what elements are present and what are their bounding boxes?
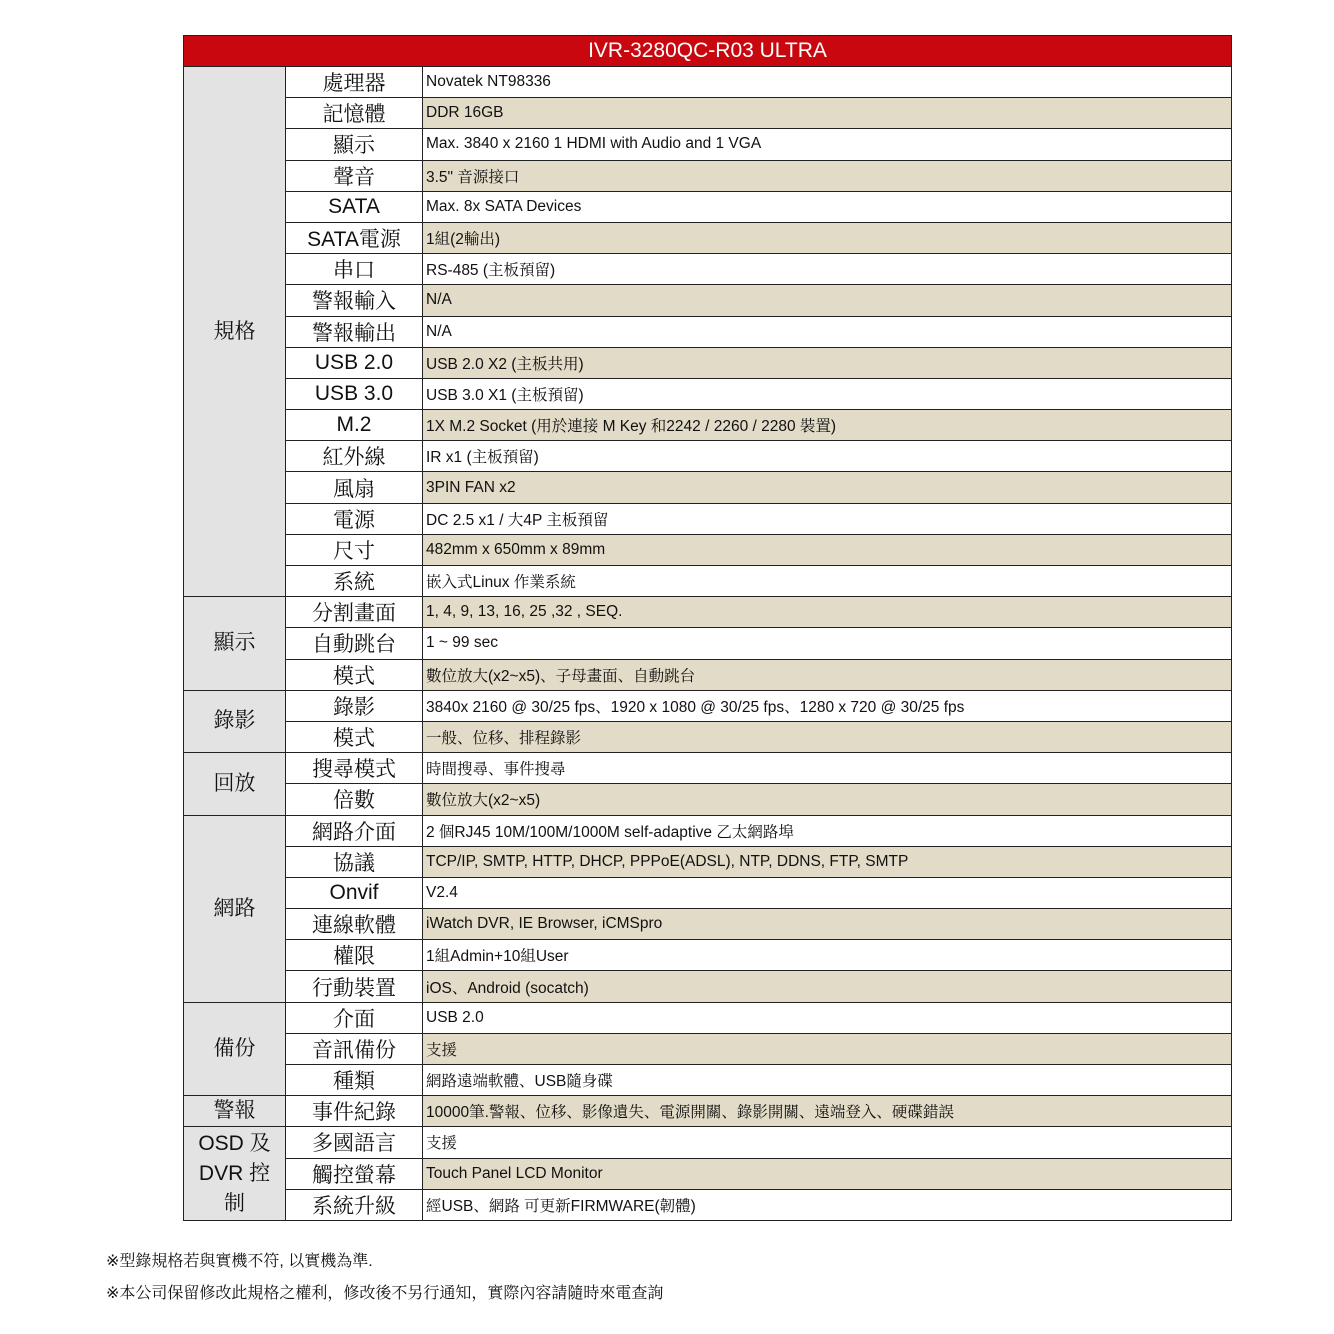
table-row [184, 222, 1232, 253]
value-cell: RS-485 (主板預留) [423, 254, 1232, 285]
value-cell: N/A [423, 316, 1232, 347]
feature-cell: 顯示 [286, 129, 423, 160]
table-row [184, 566, 1232, 597]
value-cell: TCP/IP, SMTP, HTTP, DHCP, PPPoE(ADSL), NTP, DDNS, FTP, SMTP [423, 846, 1232, 877]
table-row [184, 347, 1232, 378]
feature-cell: M.2 [286, 410, 423, 441]
feature-cell: 事件紀錄 [286, 1096, 423, 1127]
value-cell: 數位放大(x2~x5)、子母畫面、自動跳台 [423, 659, 1232, 690]
feature-cell: 模式 [286, 721, 423, 752]
feature-cell: 處理器 [286, 67, 423, 98]
value-cell: 1組Admin+10組User [423, 940, 1232, 971]
feature-cell: 搜尋模式 [286, 753, 423, 784]
value-cell: 1組(2輸出) [423, 222, 1232, 253]
table-row [184, 971, 1232, 1002]
feature-cell: 模式 [286, 659, 423, 690]
value-cell: 網路遠端軟體、USB隨身碟 [423, 1065, 1232, 1096]
value-cell: DC 2.5 x1 / 大4P 主板預留 [423, 503, 1232, 534]
table-row [184, 1096, 1232, 1127]
feature-cell: 協議 [286, 846, 423, 877]
feature-cell: 警報輸入 [286, 285, 423, 316]
table-row [184, 690, 1232, 721]
value-cell: IR x1 (主板預留) [423, 441, 1232, 472]
feature-cell: 串口 [286, 254, 423, 285]
table-row [184, 597, 1232, 628]
value-cell: 支援 [423, 1127, 1232, 1158]
table-row [184, 285, 1232, 316]
table-row [184, 441, 1232, 472]
value-cell: 一般、位移、排程錄影 [423, 721, 1232, 752]
feature-cell: USB 3.0 [286, 378, 423, 409]
feature-cell: SATA [286, 191, 423, 222]
feature-cell: 音訊備份 [286, 1033, 423, 1064]
table-row [184, 1189, 1232, 1220]
feature-cell: 系統 [286, 566, 423, 597]
category-cell: OSD 及 DVR 控 制 [184, 1127, 286, 1221]
value-cell: Touch Panel LCD Monitor [423, 1158, 1232, 1189]
value-cell: iWatch DVR, IE Browser, iCMSpro [423, 909, 1232, 940]
table-row [184, 1002, 1232, 1033]
feature-cell: 系統升級 [286, 1189, 423, 1220]
value-cell: 1X M.2 Socket (用於連接 M Key 和2242 / 2260 / 2280 裝置) [423, 410, 1232, 441]
feature-cell: 觸控螢幕 [286, 1158, 423, 1189]
value-cell: 時間搜尋、事件搜尋 [423, 753, 1232, 784]
feature-cell: 尺寸 [286, 534, 423, 565]
value-cell: N/A [423, 285, 1232, 316]
value-cell: 嵌入式Linux 作業系統 [423, 566, 1232, 597]
value-cell: DDR 16GB [423, 98, 1232, 129]
feature-cell: USB 2.0 [286, 347, 423, 378]
feature-cell: 電源 [286, 503, 423, 534]
value-cell: 2 個RJ45 10M/100M/1000M self-adaptive 乙太網路埠 [423, 815, 1232, 846]
table-row [184, 846, 1232, 877]
table-row [184, 721, 1232, 752]
category-cell: 顯示 [184, 597, 286, 691]
table-row [184, 1127, 1232, 1158]
feature-cell: 聲音 [286, 160, 423, 191]
table-row [184, 160, 1232, 191]
table-row [184, 254, 1232, 285]
value-cell: iOS、Android (socatch) [423, 971, 1232, 1002]
value-cell: 1 ~ 99 sec [423, 628, 1232, 659]
table-row [184, 378, 1232, 409]
value-cell: 3.5" 音源接口 [423, 160, 1232, 191]
table-row [184, 784, 1232, 815]
table-row [184, 753, 1232, 784]
table-row [184, 1065, 1232, 1096]
feature-cell: 記憶體 [286, 98, 423, 129]
value-cell: Max. 8x SATA Devices [423, 191, 1232, 222]
title-row [184, 36, 1232, 67]
value-cell: Novatek NT98336 [423, 67, 1232, 98]
feature-cell: 分割畫面 [286, 597, 423, 628]
feature-cell: 紅外線 [286, 441, 423, 472]
value-cell: USB 2.0 X2 (主板共用) [423, 347, 1232, 378]
feature-cell: 行動裝置 [286, 971, 423, 1002]
table-row [184, 191, 1232, 222]
value-cell: 10000筆.警報、位移、影像遺失、電源開關、錄影開關、遠端登入、硬碟錯誤 [423, 1096, 1232, 1127]
table-row [184, 67, 1232, 98]
category-cell: 備份 [184, 1002, 286, 1096]
feature-cell: 權限 [286, 940, 423, 971]
value-cell: USB 3.0 X1 (主板預留) [423, 378, 1232, 409]
table-row [184, 98, 1232, 129]
value-cell: Max. 3840 x 2160 1 HDMI with Audio and 1 VGA [423, 129, 1232, 160]
value-cell: 3840x 2160 @ 30/25 fps、1920 x 1080 @ 30/25 fps、1280 x 720 @ 30/25 fps [423, 690, 1232, 721]
value-cell: USB 2.0 [423, 1002, 1232, 1033]
value-cell: 482mm x 650mm x 89mm [423, 534, 1232, 565]
copyright-note: ※本公司保留修改此規格之權利，修改後不另行通知，實際內容請隨時來電查詢 [106, 1285, 664, 1302]
table-row [184, 628, 1232, 659]
feature-cell: 網路介面 [286, 815, 423, 846]
category-cell: 規格 [184, 67, 286, 597]
category-cell: 回放 [184, 753, 286, 815]
value-cell: 數位放大(x2~x5) [423, 784, 1232, 815]
table-row [184, 534, 1232, 565]
disclaimer-note: ※型錄規格若與實機不符, 以實機為準. [106, 1253, 373, 1270]
feature-cell: 自動跳台 [286, 628, 423, 659]
spec-table [183, 35, 1232, 1221]
feature-cell: 警報輸出 [286, 316, 423, 347]
feature-cell: 多國語言 [286, 1127, 423, 1158]
spec-body [184, 67, 1232, 1221]
category-cell: 網路 [184, 815, 286, 1002]
feature-cell: SATA電源 [286, 222, 423, 253]
value-cell: 1, 4, 9, 13, 16, 25 ,32 , SEQ. [423, 597, 1232, 628]
table-row [184, 129, 1232, 160]
table-row [184, 316, 1232, 347]
value-cell: V2.4 [423, 877, 1232, 908]
value-cell: 3PIN FAN x2 [423, 472, 1232, 503]
category-cell: 錄影 [184, 690, 286, 752]
value-cell: 經USB、網路 可更新FIRMWARE(韌體) [423, 1189, 1232, 1220]
table-row [184, 1033, 1232, 1064]
table-row [184, 877, 1232, 908]
table-row [184, 410, 1232, 441]
feature-cell: 連線軟體 [286, 909, 423, 940]
feature-cell: 介面 [286, 1002, 423, 1033]
value-cell: 支援 [423, 1033, 1232, 1064]
feature-cell: 風扇 [286, 472, 423, 503]
category-cell: 警報 [184, 1096, 286, 1127]
table-title: IVR-3280QC-R03 ULTRA [184, 36, 1232, 67]
table-row [184, 503, 1232, 534]
table-row [184, 472, 1232, 503]
table-row [184, 909, 1232, 940]
feature-cell: 錄影 [286, 690, 423, 721]
table-row [184, 815, 1232, 846]
table-row [184, 1158, 1232, 1189]
feature-cell: Onvif [286, 877, 423, 908]
feature-cell: 倍數 [286, 784, 423, 815]
table-row [184, 940, 1232, 971]
feature-cell: 種類 [286, 1065, 423, 1096]
table-row [184, 659, 1232, 690]
